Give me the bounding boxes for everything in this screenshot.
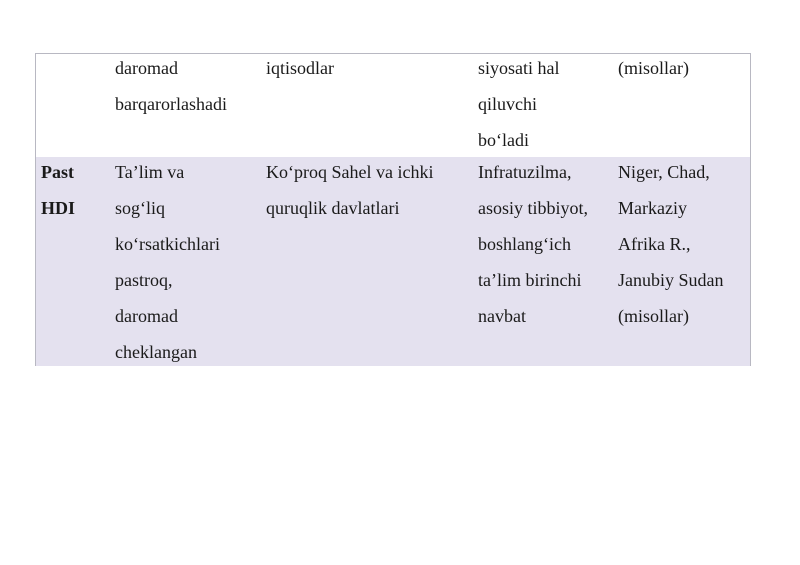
table-cell-region [266,154,471,226]
cell-line: qiluvchi [478,94,537,114]
table-cell-examples [618,50,748,86]
cell-line: Ko‘proq Sahel va ichki [266,162,434,182]
cell-line: asosiy tibbiyot, [478,198,589,218]
hdi-table [35,53,751,366]
cell-line: bo‘ladi [478,130,529,150]
table-cell-policy [478,50,613,158]
cell-line: daromad [115,306,178,326]
table-cell-label [41,154,111,226]
cell-line: Niger, Chad, [618,162,710,182]
table-cell-description [115,154,260,370]
cell-line: Infratuzilma, [478,162,572,182]
cell-line: Markaziy [618,198,687,218]
cell-line: navbat [478,306,526,326]
table-cell-examples [618,154,748,334]
cell-line: Janubiy Sudan [618,270,724,290]
cell-line: iqtisodlar [266,58,334,78]
cell-line: (misollar) [618,58,689,78]
cell-line: Afrika R., [618,234,691,254]
cell-line: daromad [115,58,178,78]
cell-line: pastroq, [115,270,173,290]
cell-line: ko‘rsatkichlari [115,234,220,254]
cell-line: siyosati hal [478,58,560,78]
cell-line: quruqlik davlatlari [266,198,400,218]
cell-line: barqarorlashadi [115,94,227,114]
cell-line: sog‘liq [115,198,166,218]
table-row [36,54,750,157]
cell-line: boshlang‘ich [478,234,571,254]
cell-line: cheklangan [115,342,197,362]
table-cell-description [115,50,260,122]
table-row-past-hdi [36,157,750,366]
table-cell-policy [478,154,613,334]
cell-line: ta’lim birinchi [478,270,582,290]
cell-line: Past [41,162,74,182]
cell-line: Ta’lim va [115,162,185,182]
cell-line: (misollar) [618,306,689,326]
cell-line: HDI [41,198,76,218]
table-cell-region [266,50,471,86]
